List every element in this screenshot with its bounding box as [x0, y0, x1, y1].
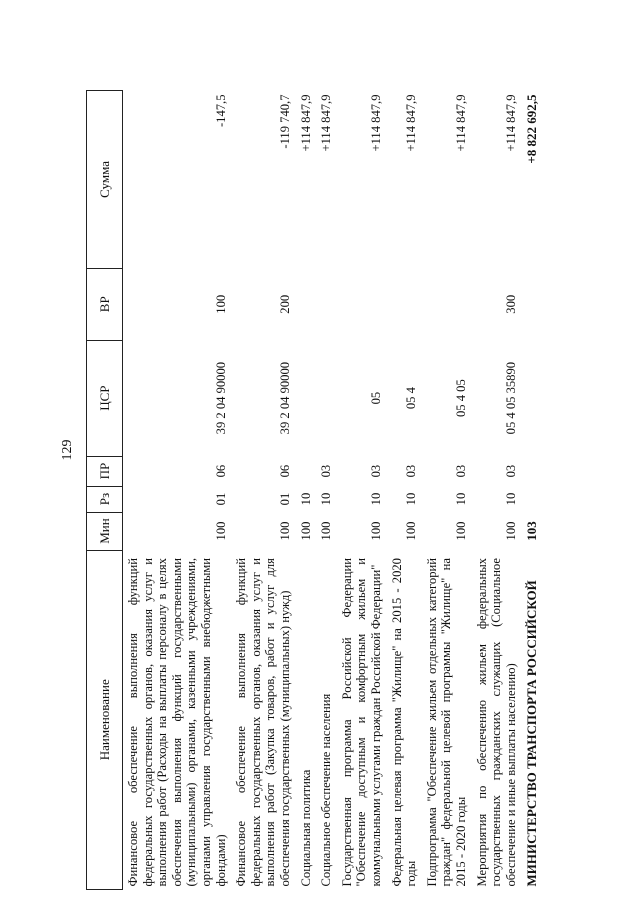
rotated-page [60, 10, 620, 890]
row-name: Финансовое обеспечение выполнения функций федеральных государственных органов, оказания услуг и выполнения работ (Закупка товаров, работ и услуг для обеспечения государственных (муниципальных) нужд) [234, 558, 293, 887]
row-sum: +114 847,9 [319, 94, 334, 152]
table-row [422, 91, 472, 890]
table-row [387, 91, 422, 890]
row-sum: +114 847,9 [453, 94, 468, 152]
row-sum: +114 847,9 [503, 94, 518, 152]
total-name: МИНИСТЕРСТВО ТРАНСПОРТА РОССИЙСКОЙ [524, 580, 540, 887]
row-name: Подпрограмма "Обеспечение жильем отдельных категорий граждан" федеральной целевой программы "Жилище" на 2015 - 2020 годы [424, 558, 468, 887]
row-sum: -147,5 [213, 94, 228, 128]
row-rz: 01 [278, 492, 293, 506]
table-row [337, 91, 387, 890]
row-vr: 200 [278, 294, 293, 314]
row-csr [316, 340, 337, 456]
row-min: 100 [213, 521, 228, 541]
row-vr [422, 268, 472, 340]
row-rz: 10 [319, 492, 334, 506]
header-min: Мин [87, 512, 123, 550]
row-csr: 39 2 04 90000 [278, 361, 293, 435]
table-row [123, 91, 232, 890]
row-csr: 39 2 04 90000 [213, 361, 228, 435]
total-row [521, 91, 542, 890]
total-sum: +8 822 692,5 [524, 94, 540, 164]
row-pr: 03 [404, 464, 419, 478]
row-csr: 05 [368, 391, 383, 405]
row-name: Федеральная целевая программа "Жилище" на 2015 - 2020 годы [389, 558, 419, 887]
row-vr [387, 268, 422, 340]
row-vr [296, 268, 317, 340]
row-sum: -119 740,7 [278, 94, 293, 149]
row-vr [316, 268, 337, 340]
budget-table [86, 90, 542, 890]
row-name: Социальная политика [298, 769, 313, 887]
row-sum: +114 847,9 [404, 94, 419, 152]
row-min: 100 [298, 521, 313, 541]
row-min: 100 [404, 521, 419, 541]
row-rz: 10 [503, 492, 518, 506]
row-pr: 03 [453, 464, 468, 478]
row-pr [296, 456, 317, 486]
row-pr: 06 [278, 464, 293, 478]
row-rz: 10 [404, 492, 419, 506]
row-name: Социальное обеспечение населения [319, 693, 334, 887]
header-pr: ПР [87, 456, 123, 486]
row-name: Мероприятия по обеспечению жильем федеральных государственных гражданских служащих (Социальное обеспечение и иные выплаты населению) [474, 558, 518, 887]
row-rz: 01 [213, 492, 228, 506]
row-pr: 06 [213, 464, 228, 478]
row-rz: 10 [453, 492, 468, 506]
row-vr [337, 268, 387, 340]
page-number: 129 [60, 439, 75, 461]
row-min: 100 [503, 521, 518, 541]
row-csr: 05 4 [404, 387, 419, 410]
row-sum: +114 847,9 [368, 94, 383, 152]
total-min: 103 [524, 521, 540, 541]
row-csr [296, 340, 317, 456]
row-min: 100 [453, 521, 468, 541]
header-vr: ВР [87, 268, 123, 340]
table-header-row [87, 91, 123, 890]
row-pr: 03 [319, 464, 334, 478]
header-csr: ЦСР [87, 340, 123, 456]
row-min: 100 [278, 521, 293, 541]
row-min: 100 [319, 521, 334, 541]
table-row [296, 91, 317, 890]
row-rz: 10 [298, 492, 313, 506]
row-csr: 05 4 05 [453, 379, 468, 418]
row-pr: 03 [368, 464, 383, 478]
row-csr: 05 4 05 35890 [503, 361, 518, 435]
row-rz: 10 [368, 492, 383, 506]
row-vr: 300 [503, 294, 518, 314]
table-row [231, 91, 295, 890]
row-min: 100 [368, 521, 383, 541]
header-name: Наименование [87, 550, 123, 889]
row-sum: +114 847,9 [298, 94, 313, 152]
header-sum: Сумма [87, 91, 123, 269]
row-name: Государственная программа Российской Федерации "Обеспечение доступным и комфортным жильем и коммунальными услугами граждан Российской Федерации" [339, 558, 383, 887]
table-row [472, 91, 522, 890]
header-rz: Рз [87, 486, 123, 512]
row-vr: 100 [213, 294, 228, 314]
row-pr: 03 [503, 464, 518, 478]
row-name: Финансовое обеспечение выполнения функций федеральных государственных органов, оказания услуг и выполнения работ (Расходы на выплаты персоналу в целях обеспечения выполнения функций государственными (муниципальными) органами, казенными учреждениями, органами управления государственными внебюджетными фондами) [126, 558, 228, 887]
table-row [316, 91, 337, 890]
